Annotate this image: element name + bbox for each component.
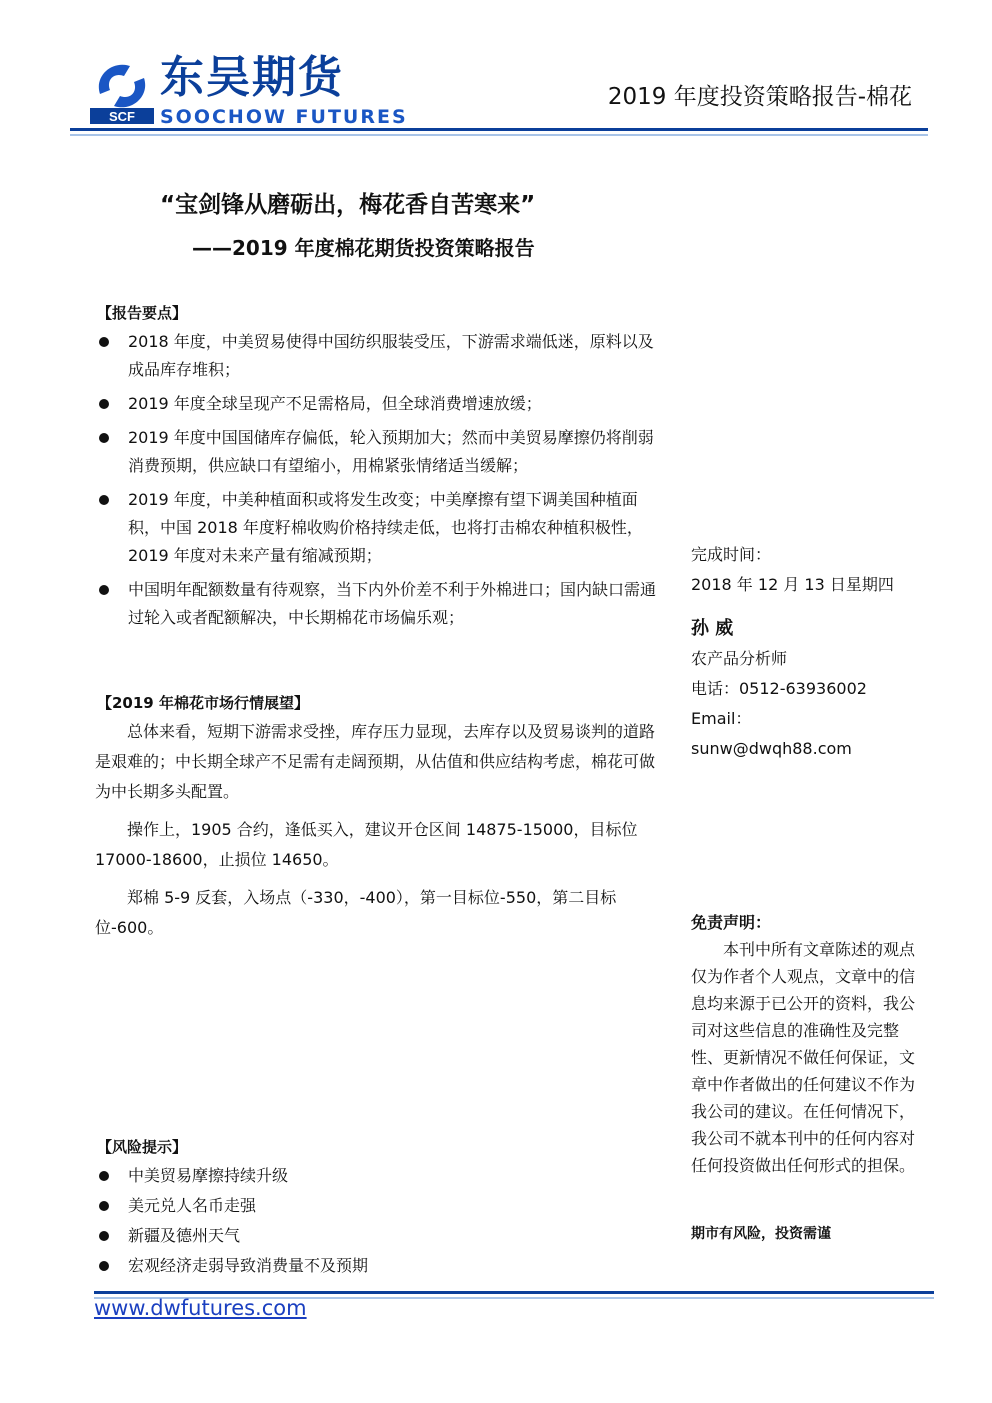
report-header-title: 2019 年度投资策略报告-棉花 <box>607 84 912 110</box>
bullet-icon <box>99 1201 109 1211</box>
outlook-paragraph: 操作上，1905 合约，逢低买入，建议开仓区间 14875-15000，目标位 17000-18600，止损位 14650。 <box>95 820 638 869</box>
list-item: 2019 年度全球呈现产不足需格局，但全球消费增速放缓； <box>95 390 661 418</box>
bullet-icon <box>99 585 109 595</box>
list-item: 中美贸易摩擦持续升级 <box>95 1161 655 1191</box>
list-item: 新疆及德州天气 <box>95 1221 655 1251</box>
website-link[interactable]: www.dwfutures.com <box>94 1296 307 1320</box>
author-name: 孙 威 <box>691 618 734 639</box>
outlook-paragraph: 郑棉 5-9 反套，入场点（-330，-400），第一目标位-550，第二目标位-600。 <box>95 888 617 937</box>
list-item: 2019 年度中国国储库存偏低，轮入预期加大；然而中美贸易摩擦仍将削弱消费预期，供应缺口有望缩小，用棉紧张情绪适当缓解； <box>95 424 661 480</box>
disclaimer <box>691 936 917 1179</box>
bullet-icon <box>99 399 109 409</box>
logo-english-name: SOOCHOW FUTURES <box>160 106 408 128</box>
header-divider-light <box>70 134 928 136</box>
sidebar-info <box>691 540 931 764</box>
list-item: 美元兑人名币走强 <box>95 1191 655 1221</box>
bullet-icon <box>99 1231 109 1241</box>
email-label: Email： <box>691 709 752 728</box>
scf-logo-icon <box>90 56 154 126</box>
logo-chinese-name: 东吴期货 <box>160 52 344 103</box>
bullet-icon <box>99 433 109 443</box>
completion-date: 2018 年 12 月 13 日星期四 <box>691 575 894 594</box>
sub-title: ——2019 年度棉花期货投资策略报告 <box>192 236 535 260</box>
list-item: 2019 年度，中美种植面积或将发生改变；中美摩擦有望下调美国种植面积，中国 2018 年度籽棉收购价格持续走低，也将打击棉农种植积极性，2019 年度对未来产量有缩减预期； <box>95 486 661 570</box>
author-role: 农产品分析师 <box>691 649 788 668</box>
footer-divider <box>94 1291 934 1294</box>
company-logo <box>90 52 410 132</box>
key-points-list <box>95 328 661 632</box>
main-title: “宝剑锋从磨砺出，梅花香自苦寒来” <box>160 192 536 218</box>
list-item: 中国明年配额数量有待观察，当下内外价差不利于外棉进口；国内缺口需通过轮入或者配额解决，中长期棉花市场偏乐观； <box>95 576 661 632</box>
author-phone: 电话：0512-63936002 <box>691 679 867 698</box>
author-email[interactable]: sunw@dwqh88.com <box>691 739 852 758</box>
completion-label: 完成时间： <box>691 545 772 564</box>
disclaimer-heading: 免责声明： <box>691 913 772 932</box>
list-item: 宏观经济走弱导致消费量不及预期 <box>95 1251 655 1281</box>
header-divider <box>70 128 928 131</box>
bullet-icon <box>99 337 109 347</box>
outlook-heading: 【2019 年棉花市场行情展望】 <box>97 694 309 712</box>
outlook-paragraph: 总体来看，短期下游需求受挫，库存压力显现，去库存以及贸易谈判的道路是艰难的；中长期全球产不足需有走阔预期，从估值和供应结构考虑，棉花可做为中长期多头配置。 <box>95 722 656 801</box>
risk-note: 期市有风险，投资需谨 <box>691 1226 831 1242</box>
logo-abbr: SCF <box>109 109 135 124</box>
outlook-body <box>95 717 659 951</box>
risk-list <box>95 1161 655 1281</box>
risk-heading: 【风险提示】 <box>97 1138 188 1156</box>
bullet-icon <box>99 1261 109 1271</box>
bullet-icon <box>99 1171 109 1181</box>
key-points-heading: 【报告要点】 <box>97 304 188 322</box>
list-item: 2018 年度，中美贸易使得中国纺织服装受压，下游需求端低迷，原料以及成品库存堆积； <box>95 328 661 384</box>
bullet-icon <box>99 495 109 505</box>
disclaimer-text: 本刊中所有文章陈述的观点仅为作者个人观点，文章中的信息均来源于已公开的资料，我公司对这些信息的准确性及完整性、更新情况不做任何保证，文章中作者做出的任何建议不作为我公司的建议。在任何情况下，我公司不就本刊中的任何内容对任何投资做出任何形式的担保。 <box>691 940 916 1175</box>
